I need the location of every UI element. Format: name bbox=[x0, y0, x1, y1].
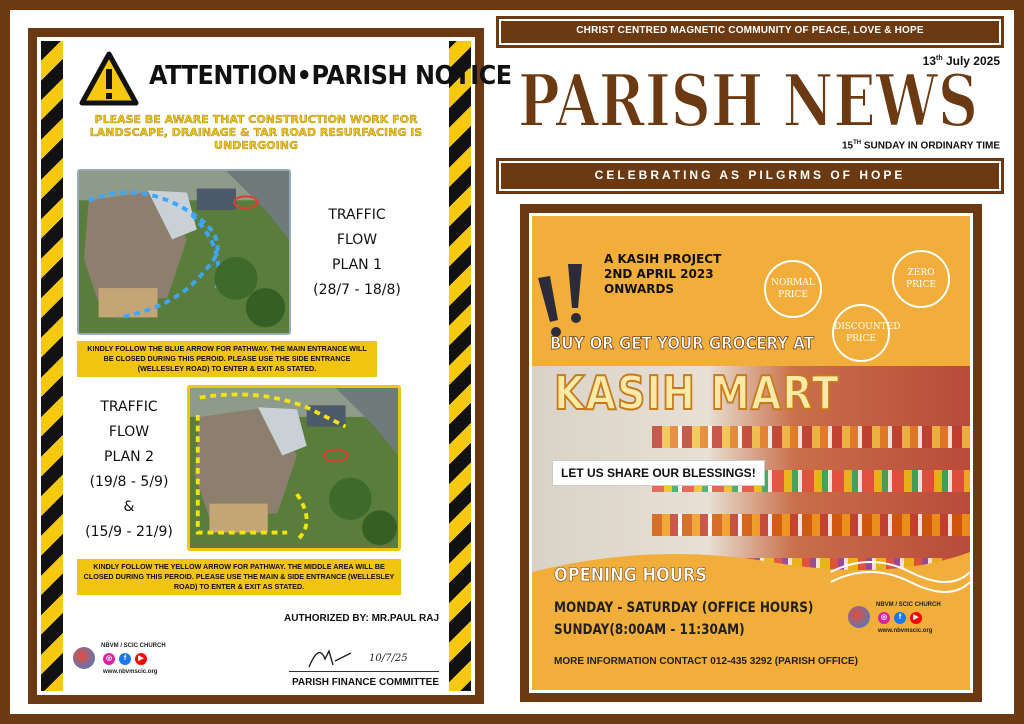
celebrating-text: CELEBRATING AS PILGRMS OF HOPE bbox=[501, 163, 999, 189]
plan1-dates: (28/7 - 18/8) bbox=[313, 282, 401, 298]
plan1-line3: PLAN 1 bbox=[332, 257, 382, 273]
traffic-plan-2-label bbox=[73, 395, 185, 545]
traffic-plan-2-map bbox=[187, 385, 401, 551]
social-icons bbox=[103, 653, 147, 665]
exclamation-marks-icon bbox=[538, 258, 592, 338]
plan1-line1: TRAFFIC bbox=[328, 207, 386, 223]
plan-2-instructions: KINDLY FOLLOW THE YELLOW ARROW FOR PATHWAY. THE MIDDLE AREA WILL BE CLOSED DURING THIS PEROID. PLEASE USE THE MAIN & SIDE ENTRANCE (WELLESLEY ROAD) TO ENTER & EXIT AS STATED. bbox=[77, 559, 401, 595]
parish-notice-poster bbox=[28, 28, 512, 704]
church-website[interactable]: www.nbvmscic.org bbox=[878, 628, 933, 634]
instagram-icon[interactable]: ◎ bbox=[878, 612, 890, 624]
issue-date: 13th July 2025 bbox=[922, 54, 1000, 68]
social-icons bbox=[878, 612, 922, 624]
church-logo-icon bbox=[73, 647, 95, 669]
facebook-icon[interactable]: f bbox=[894, 612, 906, 624]
facebook-icon[interactable]: f bbox=[119, 653, 131, 665]
opening-hours-heading: OPENING HOURS bbox=[554, 564, 707, 586]
normal-price-badge: NORMAL PRICE bbox=[764, 260, 822, 318]
notice-white-border bbox=[37, 37, 512, 695]
plan1-line2: FLOW bbox=[336, 232, 378, 248]
parish-news-title bbox=[514, 52, 984, 142]
youtube-icon[interactable]: ▶ bbox=[910, 612, 922, 624]
traffic-plan-1-label bbox=[297, 203, 417, 303]
project-line-3: ONWARDS bbox=[604, 282, 675, 296]
zero-price-badge: ZERO PRICE bbox=[892, 250, 950, 308]
buy-grocery-heading: BUY OR GET YOUR GROCERY AT bbox=[550, 334, 814, 354]
discounted-price-badge: DISCOUNTED PRICE bbox=[832, 304, 890, 362]
church-name: NBVM / SCIC CHURCH bbox=[876, 602, 941, 608]
signature-line bbox=[289, 671, 439, 672]
traffic-plan-1-map bbox=[77, 169, 291, 335]
notice-subtitle: PLEASE BE AWARE THAT CONSTRUCTION WORK FOR LANDSCAPE, DRAINAGE & TAR ROAD RESURFACING IS UNDERGOING bbox=[89, 113, 423, 152]
plan2-dates-1: (19/8 - 5/9) bbox=[89, 474, 169, 490]
kasih-project-info bbox=[604, 252, 721, 297]
tagline-banner bbox=[496, 16, 1004, 48]
church-website[interactable]: www.nbvmscic.org bbox=[103, 669, 158, 675]
notice-header bbox=[79, 51, 512, 107]
signature-date: 10/7/25 bbox=[369, 653, 408, 664]
church-logo-block bbox=[73, 641, 223, 681]
plan2-line2: FLOW bbox=[108, 424, 150, 440]
finance-committee: PARISH FINANCE COMMITTEE bbox=[291, 677, 439, 688]
warning-triangle-icon bbox=[79, 51, 139, 107]
plan2-line1: TRAFFIC bbox=[100, 399, 158, 415]
church-name: NBVM / SCIC CHURCH bbox=[101, 643, 166, 649]
project-line-2: 2ND APRIL 2023 bbox=[604, 267, 714, 281]
kasih-poster-body bbox=[532, 216, 970, 690]
youtube-icon[interactable]: ▶ bbox=[135, 653, 147, 665]
weekday-hours: MONDAY - SATURDAY (OFFICE HOURS) bbox=[554, 600, 814, 616]
signature-image bbox=[299, 639, 429, 671]
kasih-church-logo bbox=[848, 600, 948, 634]
hazard-stripes bbox=[41, 41, 512, 691]
church-logo-icon bbox=[848, 606, 870, 628]
authorized-by: AUTHORIZED BY: MR.PAUL RAJ bbox=[284, 613, 439, 624]
kasih-mart-heading: KASIH MART bbox=[554, 366, 840, 420]
liturgical-sunday: 15TH SUNDAY IN ORDINARY TIME bbox=[841, 140, 1000, 152]
project-line-1: A KASIH PROJECT bbox=[604, 252, 722, 266]
share-blessings-label: LET US SHARE OUR BLESSINGS! bbox=[552, 460, 765, 486]
notice-title: ATTENTION•PARISH NOTICE bbox=[149, 61, 512, 91]
instagram-icon[interactable]: ◎ bbox=[103, 653, 115, 665]
svg-text:PARISH NEWS: PARISH NEWS bbox=[518, 58, 978, 142]
tagline-text: CHRIST CENTRED MAGNETIC COMMUNITY OF PEACE, LOVE & HOPE bbox=[501, 21, 999, 43]
plan-1-instructions: KINDLY FOLLOW THE BLUE ARROW FOR PATHWAY. THE MAIN ENTRANCE WILL BE CLOSED DURING THIS PEROID. PLEASE USE THE SIDE ENTRANCE (WELLESLEY ROAD) TO ENTER & EXIT AS STATED. bbox=[77, 341, 377, 377]
sunday-hours: SUNDAY(8:00AM - 11:30AM) bbox=[554, 622, 745, 638]
kasih-mart-poster bbox=[520, 204, 982, 702]
contact-info: MORE INFORMATION CONTACT 012-435 3292 (PARISH OFFICE) bbox=[554, 656, 858, 667]
notice-card bbox=[63, 41, 512, 691]
celebrating-banner bbox=[496, 158, 1004, 194]
plan2-dates-2: (15/9 - 21/9) bbox=[85, 524, 173, 540]
plan2-ampersand: & bbox=[123, 499, 135, 515]
plan2-line3: PLAN 2 bbox=[104, 449, 154, 465]
